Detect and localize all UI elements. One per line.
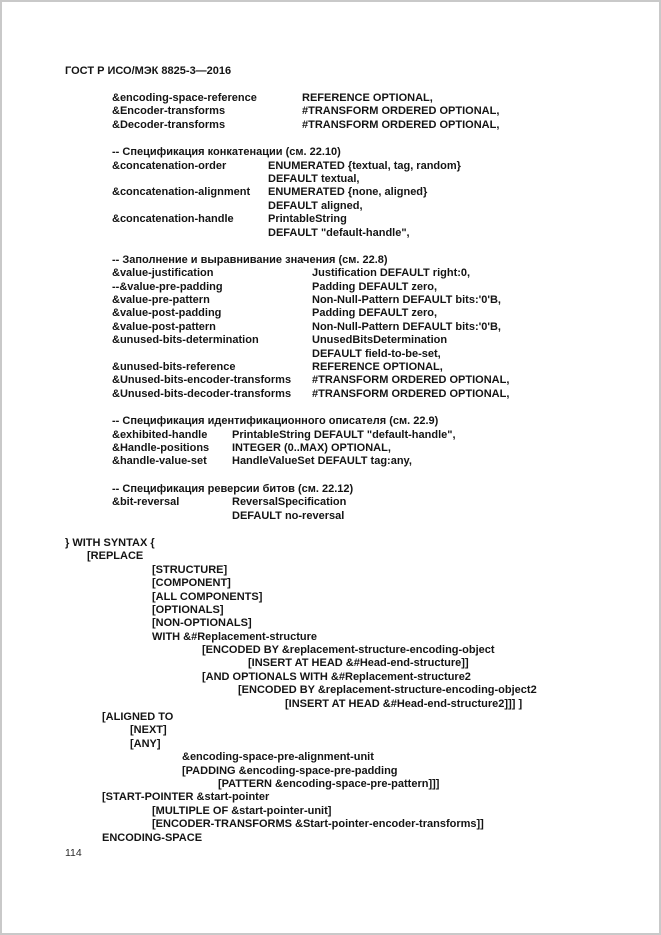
code-line xyxy=(2,374,659,387)
code-text: ReversalSpecification xyxy=(232,496,347,509)
code-text: [STRUCTURE] xyxy=(152,563,228,576)
code-text: &value-pre-pattern xyxy=(112,294,210,307)
code-text: [MULTIPLE OF &start-pointer-unit] xyxy=(152,804,332,817)
code-line xyxy=(2,550,659,563)
code-text: DEFAULT aligned, xyxy=(268,199,363,212)
document-body xyxy=(2,92,659,845)
code-line xyxy=(2,577,659,590)
code-text: Non-Null-Pattern DEFAULT bits:'0'B, xyxy=(312,294,501,307)
blank-line xyxy=(2,523,659,537)
code-line xyxy=(2,791,659,804)
code-line xyxy=(2,738,659,751)
code-text: PrintableString xyxy=(268,213,347,226)
code-text: &Decoder-transforms xyxy=(112,118,226,131)
code-text: [PATTERN &encoding-space-pre-pattern]]] xyxy=(218,777,440,790)
code-text: ENCODING-SPACE xyxy=(102,831,203,844)
blank-line xyxy=(2,240,659,254)
code-text: &concatenation-order xyxy=(112,159,227,172)
code-line xyxy=(2,281,659,294)
code-text: [AND OPTIONALS WITH &#Replacement-structure2 xyxy=(202,670,471,683)
code-line xyxy=(2,455,659,468)
code-text: DEFAULT no-reversal xyxy=(232,509,345,522)
code-line xyxy=(2,186,659,199)
code-text: [INSERT AT HEAD &#Head-end-structure]] xyxy=(248,657,469,670)
code-line xyxy=(2,510,659,523)
code-text: &Handle-positions xyxy=(112,441,210,454)
comment-line xyxy=(2,483,659,496)
code-text: &encoding-space-reference xyxy=(112,92,257,104)
code-line xyxy=(2,92,659,105)
code-text: [NON-OPTIONALS] xyxy=(152,617,252,630)
blank-line xyxy=(2,132,659,146)
comment-line xyxy=(2,415,659,428)
code-line xyxy=(2,321,659,334)
code-line xyxy=(2,267,659,280)
blank-line xyxy=(2,469,659,483)
comment-line xyxy=(2,254,659,267)
code-text: &Unused-bits-encoder-transforms xyxy=(112,374,292,387)
code-text: &concatenation-alignment xyxy=(112,186,251,199)
code-line xyxy=(2,334,659,347)
code-text: [START-POINTER &start-pointer xyxy=(102,791,270,804)
code-text: &Encoder-transforms xyxy=(112,105,226,118)
code-text: Padding DEFAULT zero, xyxy=(312,280,438,293)
code-text: ENUMERATED {textual, tag, random} xyxy=(268,159,461,172)
code-text: &Unused-bits-decoder-transforms xyxy=(112,387,292,400)
code-text: Padding DEFAULT zero, xyxy=(312,307,438,320)
document-header: ГОСТ Р ИСО/МЭК 8825-3—2016 xyxy=(65,65,232,77)
code-text: [INSERT AT HEAD &#Head-end-structure2]]] ] xyxy=(285,697,523,710)
code-text: ENUMERATED {none, aligned} xyxy=(268,186,428,199)
code-line xyxy=(2,564,659,577)
code-text: &handle-value-set xyxy=(112,455,207,468)
code-text: #TRANSFORM ORDERED OPTIONAL, xyxy=(312,387,510,400)
code-text: HandleValueSet DEFAULT tag:any, xyxy=(232,455,412,468)
code-text: REFERENCE OPTIONAL, xyxy=(302,92,433,104)
comment-line xyxy=(2,146,659,159)
code-line xyxy=(2,496,659,509)
code-text: [ENCODER-TRANSFORMS &Start-pointer-encoder-transforms]] xyxy=(152,818,484,831)
code-line xyxy=(2,213,659,226)
code-text: --&value-pre-padding xyxy=(112,280,223,293)
code-text: #TRANSFORM ORDERED OPTIONAL, xyxy=(312,374,510,387)
code-text: DEFAULT textual, xyxy=(268,172,360,185)
code-line xyxy=(2,591,659,604)
code-text: [ENCODED BY &replacement-structure-encoding-object xyxy=(202,644,495,657)
code-line xyxy=(2,778,659,791)
code-text: &exhibited-handle xyxy=(112,428,208,441)
code-text: DEFAULT "default-handle", xyxy=(268,226,410,239)
code-line xyxy=(2,442,659,455)
code-line xyxy=(2,173,659,186)
code-text: &value-justification xyxy=(112,267,214,280)
code-line xyxy=(2,537,659,550)
comment-text: -- Спецификация реверсии битов (см. 22.12) xyxy=(112,482,354,495)
code-text: Non-Null-Pattern DEFAULT bits:'0'B, xyxy=(312,320,501,333)
code-text: [NEXT] xyxy=(130,724,167,737)
code-text: [ALL COMPONENTS] xyxy=(152,590,263,603)
code-line xyxy=(2,644,659,657)
code-text: REFERENCE OPTIONAL, xyxy=(312,361,443,374)
code-line xyxy=(2,429,659,442)
code-text: &unused-bits-reference xyxy=(112,361,236,374)
code-line xyxy=(2,604,659,617)
code-text: #TRANSFORM ORDERED OPTIONAL, xyxy=(302,118,500,131)
code-text: [OPTIONALS] xyxy=(152,603,224,616)
code-line xyxy=(2,805,659,818)
comment-text: -- Спецификация идентификационного описателя (см. 22.9) xyxy=(112,415,439,428)
code-line xyxy=(2,160,659,173)
code-text: &concatenation-handle xyxy=(112,213,234,226)
code-line xyxy=(2,765,659,778)
code-text: [ANY] xyxy=(130,737,161,750)
code-line xyxy=(2,294,659,307)
code-line xyxy=(2,617,659,630)
code-line xyxy=(2,698,659,711)
code-text: INTEGER (0..MAX) OPTIONAL, xyxy=(232,441,391,454)
code-line xyxy=(2,361,659,374)
code-text: &bit-reversal xyxy=(112,496,180,509)
code-text: DEFAULT field-to-be-set, xyxy=(312,347,441,360)
code-text: WITH &#Replacement-structure xyxy=(152,630,318,643)
blank-line xyxy=(2,401,659,415)
code-line xyxy=(2,307,659,320)
code-line xyxy=(2,751,659,764)
code-text: PrintableString DEFAULT "default-handle", xyxy=(232,428,456,441)
code-line xyxy=(2,200,659,213)
code-text: Justification DEFAULT right:0, xyxy=(312,267,471,280)
code-line xyxy=(2,119,659,132)
code-line xyxy=(2,631,659,644)
code-line xyxy=(2,348,659,361)
code-line xyxy=(2,671,659,684)
code-line xyxy=(2,711,659,724)
code-text: #TRANSFORM ORDERED OPTIONAL, xyxy=(302,105,500,118)
page-number: 114 xyxy=(65,847,82,859)
code-text: &value-post-pattern xyxy=(112,320,216,333)
comment-text: -- Спецификация конкатенации (см. 22.10) xyxy=(112,146,341,159)
code-text: UnusedBitsDetermination xyxy=(312,334,448,347)
code-line xyxy=(2,388,659,401)
code-text: [ENCODED BY &replacement-structure-encoding-object2 xyxy=(238,684,537,697)
code-text: [REPLACE xyxy=(87,550,144,563)
code-line xyxy=(2,724,659,737)
code-line xyxy=(2,227,659,240)
code-text: [COMPONENT] xyxy=(152,577,231,590)
code-line xyxy=(2,657,659,670)
code-text: &unused-bits-determination xyxy=(112,334,259,347)
code-text: [ALIGNED TO xyxy=(102,711,174,724)
code-text: &value-post-padding xyxy=(112,307,222,320)
code-text: [PADDING &encoding-space-pre-padding xyxy=(182,764,398,777)
code-line xyxy=(2,832,659,845)
code-text: &encoding-space-pre-alignment-unit xyxy=(182,751,374,764)
code-line xyxy=(2,684,659,697)
comment-text: -- Заполнение и выравнивание значения (см. 22.8) xyxy=(112,253,388,266)
code-line xyxy=(2,105,659,118)
code-text: } WITH SYNTAX { xyxy=(65,536,155,549)
code-line xyxy=(2,818,659,831)
